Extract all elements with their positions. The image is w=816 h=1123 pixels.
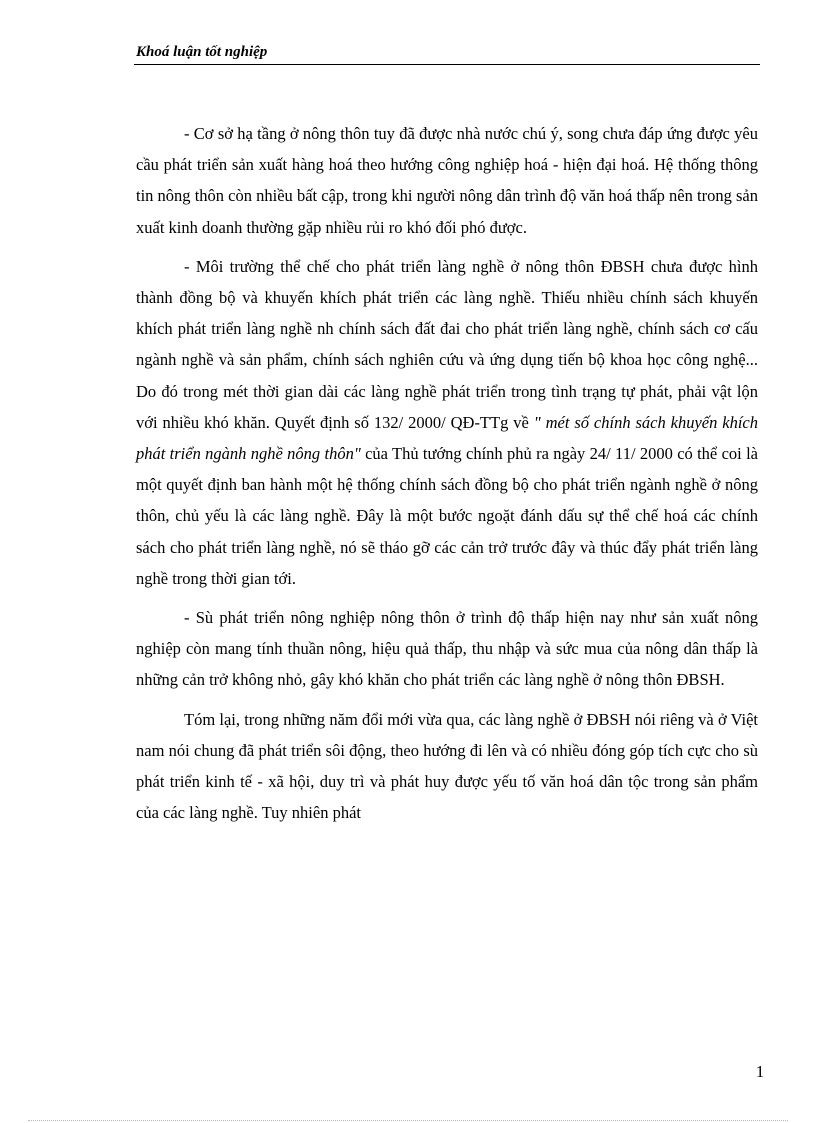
page-number: 1 xyxy=(755,1062,765,1081)
body-text xyxy=(136,118,758,836)
paragraph-agricultural-development: - Sù phát triển nông nghiệp nông thôn ở trình độ thấp hiện nay như sản xuất nông nghiệp còn mang tính thuần nông, hiệu quả thấp, thu nhập và sức mua của nông dân thấp là những cản trở không nhỏ, gây khó khăn cho phát triển các làng nghề ở nông thôn ĐBSH. xyxy=(136,608,758,690)
paragraph-summary: Tóm lại, trong những năm đổi mới vừa qua, các làng nghề ở ĐBSH nói riêng và ở Việt nam nói chung đã phát triển sôi động, theo hướng đi lên và có nhiều đóng góp tích cực cho sù phát triển kinh tế - xã hội, duy trì và phát huy được yếu tố văn hoá dân tộc trong sản phẩm của các làng nghề. Tuy nhiên phát xyxy=(136,709,758,823)
paragraph-text: - Môi trường thể chế cho phát triển làng nghề ở nông thôn ĐBSH chưa được hình thành đồng bộ và khuyến khích phát triển các làng nghề. Thiếu nhiều chính sách khuyến khích phát triển làng nghề nh chính sách đất đai cho phát triển làng nghề, chính sách cơ cấu ngành nghề và sản phẩm, chính sách nghiên cứu và ứng dụng tiến bộ khoa học công nghệ... Do đó trong mét thời gian dài các làng nghề phát triển trong tình trạng tự phát, phải vật lộn với nhiều khó khăn. Quyết định số 132/ 2000/ QĐ-TTg về xyxy=(136,256,758,432)
page-bottom-divider xyxy=(28,1120,788,1121)
running-header: Khoá luận tốt nghiệp xyxy=(136,44,268,60)
paragraph-institutional-environment xyxy=(136,251,758,594)
paragraph-text: của Thủ tướng chính phủ ra ngày 24/ 11/ 2000 có thể coi là một quyết định ban hành một hệ thống chính sách đồng bộ cho phát triển ngành nghề ở nông thôn, chủ yếu là các làng nghề. Đây là một bước ngoặt đánh dấu sự thể chế hoá các chính sách cho phát triển làng nghề, nó sẽ tháo gỡ các cản trở trước đây và thúc đẩy phát triển làng nghề trong thời gian tới. xyxy=(136,444,758,588)
paragraph-infrastructure: - Cơ sở hạ tầng ở nông thôn tuy đã được nhà nước chú ý, song chưa đáp ứng được yêu cầu phát triển sản xuất hàng hoá theo hướng công nghiệp hoá - hiện đại hoá. Hệ thống thông tin nông thôn còn nhiều bất cập, trong khi người nông dân trình độ văn hoá thấp nên trong sản xuất kinh doanh thường gặp nhiều rủi ro khó đối phó được. xyxy=(136,124,758,237)
header-rule xyxy=(134,64,760,65)
decision-title-italic: " mét số chính sách khuyến khích phát triển ngành nghề nông thôn" xyxy=(136,412,758,464)
